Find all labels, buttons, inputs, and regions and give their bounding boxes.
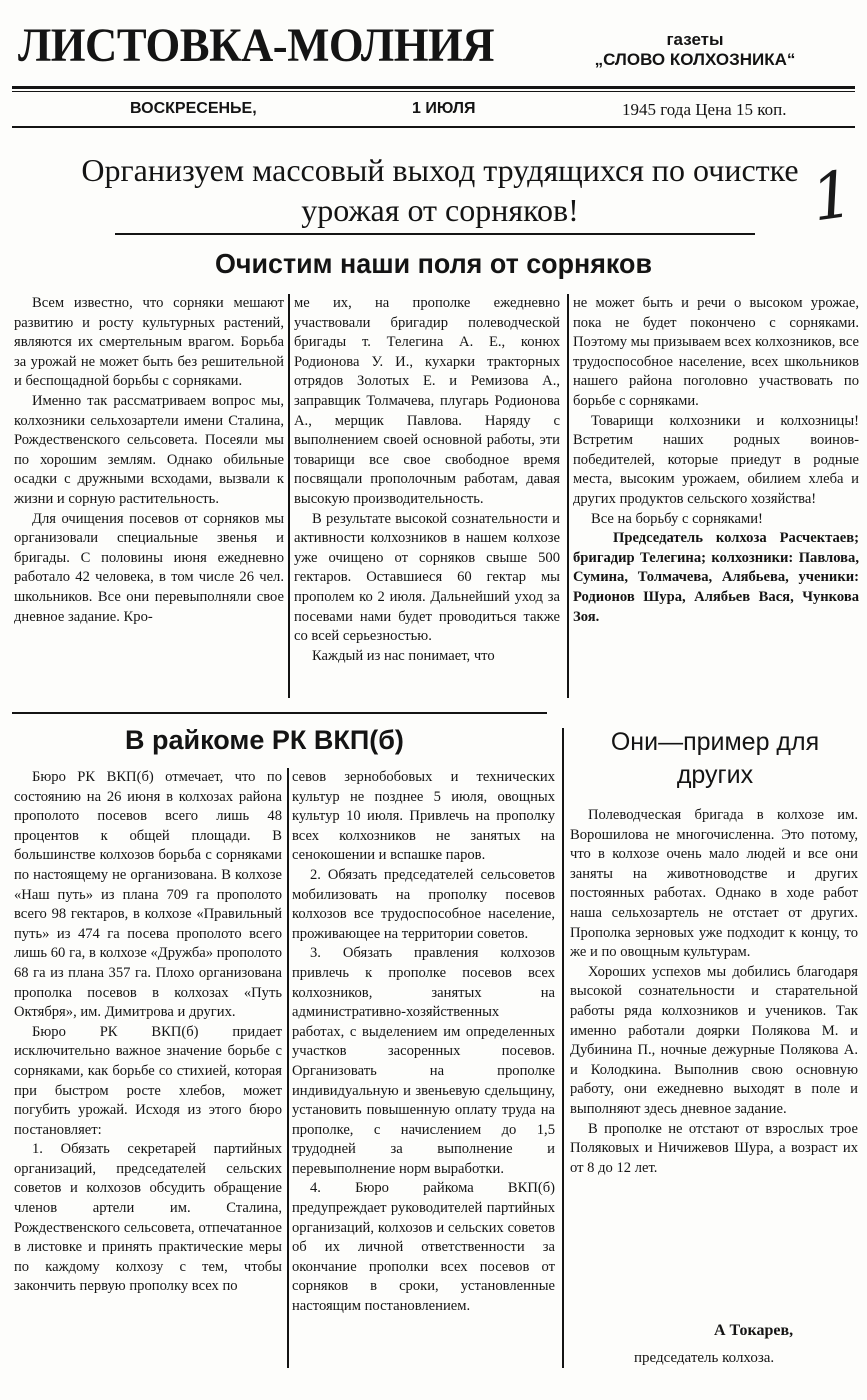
article2-column-2 bbox=[292, 768, 555, 1370]
newspaper-name bbox=[580, 30, 810, 70]
dateline-year-price: 1945 года Цена 15 коп. bbox=[622, 100, 787, 119]
paragraph: севов зернобобовых и технических культур не позднее 5 июля, овощных культур 10 июля. Привлечь на прополку всех колхозников не занятых на сенокошении и вспашке паров. bbox=[292, 769, 555, 864]
paragraph: Полеводческая бригада в колхозе им. Ворошилова не многочисленна. Это потому, что в колхозе очень мало людей и все они заняты на животноводстве и других постоянных работах. Однако в ходе работ наша сельхозартель не отстает от других. Прополка зерновых уже подходит к концу, то же и по овощным культурам. bbox=[570, 807, 858, 961]
article1-column-3 bbox=[573, 294, 859, 708]
dateline-rule bbox=[12, 126, 855, 128]
paragraph: 1. Обязать секретарей партийных организаций, председателей сельских советов и колхозов обсудить обращение членов артели им. Сталина, Рождественского сельсовета, отпечатанное в листовке и принять практические меры по каждому колхозу с тем, чтобы закончить первую прополку всех по bbox=[14, 1141, 282, 1295]
article1-column-2 bbox=[294, 294, 560, 698]
dateline-weekday: ВОСКРЕСЕНЬЕ, bbox=[130, 100, 257, 117]
paragraph: 3. Обязать правления колхозов привлечь к прополке посевов всех колхозников, занятых на административно-хозяйственных работах, с выделением им определенных участков засоренных посевов. Организовать на прополке индивидуальную и звеньевую сдельщину, установить повышенную оплату труда на прополке, с начислением до 1,5 трудодней за выполнение и перевыполнение норм выработки. bbox=[292, 945, 555, 1177]
masthead-rule bbox=[12, 86, 855, 89]
article2-title: В райкоме РК ВКП(б) bbox=[125, 725, 404, 755]
column-divider bbox=[287, 768, 289, 1368]
author-name: А Токарев, bbox=[714, 1322, 794, 1339]
paragraph: Хороших успехов мы добились благодаря высокой сознательности и старательной работы ряда колхозников и учеников. Так именно работали доярки Полякова М. и Дубинина П., ночные дежурные Полякова А. и Колодкина. Выполнив свою основную работу, они ежедневно выходят в поле и выполняют здесь дневное задание. bbox=[570, 963, 858, 1117]
column-divider bbox=[288, 294, 290, 698]
masthead-rule-thin bbox=[12, 91, 855, 92]
dateline-date: 1 ИЮЛЯ bbox=[412, 100, 476, 117]
headline-underline bbox=[115, 233, 755, 235]
paragraph: Именно так рассматриваем вопрос мы, колхозники сельхозартели имени Сталина, Рождественского сельсовета. Посеяли мы по хорошим землям. Однако обильные осадки с дружными всходами, вызвали к жизни и сорную растительность. bbox=[14, 392, 284, 507]
paragraph: В результате высокой сознательности и активности колхозников в нашем колхозе уже очищено от сорняков свыше 500 гектаров. Оставшиеся 60 гектар мы прополем ко 2 июля. Дальнейший уход за посевами нами будет проводиться также со всей серьезностью. bbox=[294, 510, 560, 645]
paragraph: 4. Бюро райкома ВКП(б) предупреждает руководителей партийных организаций, колхозов и сельских советов об их личной ответственности за окончание прополки всех посевов от сорняков в сроки, установленные настоящим постановлением. bbox=[292, 1180, 555, 1315]
paragraph: Все на борьбу с сорняками! bbox=[591, 510, 763, 527]
signatures: Председатель колхоза Расчектаев; бригадир Телегина; колхозники: Павлова, Сумина, Толмачева, Алябьева, ученики: Родионов Шура, Алябьев Вася, Чункова Зоя. bbox=[573, 530, 859, 625]
paragraph: Для очищения посевов от сорняков мы организовали специальные звенья и бригады. С половины июня ежедневно работало 42 человека, в том числе 26 чел. школьников. Все они перевыполняли свое дневное задание. Кро- bbox=[14, 510, 284, 625]
author-title: председатель колхоза. bbox=[634, 1350, 775, 1366]
paragraph: Всем известно, что сорняки мешают развитию и росту культурных растений, являются их смертельным врагом. Борьба за урожай не может быть без решительной и беспощадной борьбы с сорняками. bbox=[14, 295, 284, 390]
article1-column-1 bbox=[14, 294, 284, 698]
paragraph: ме их, на прополке ежедневно участвовали бригадир полеводческой бригады т. Телегина А. Е., конюх Родионова У. И., кухарки тракторных отрядов Золотых Е. и Ремизова А., заправщик Толмачева, плугарь Родионова А., мерщик Павлова. Наряду с выполнением своей основной работы, эти товарищи все свое свободное время посвящали прополочным работам, давая высокую производительность. bbox=[294, 295, 560, 507]
paragraph: Бюро РК ВКП(б) отмечает, что по состоянию на 26 июня в колхозах района прополото посевов всего лишь 48 процентов к общей площади. В большинстве колхозов борьба с сорняками по настоящему не организована. В колхозе «Наш путь» из плана 709 га прополото всего 98 гектаров, в колхозе «Правильный путь» из 474 га посева прополото всего лишь 60 га, в колхозе «Дружба» прополото 68 га из плана 357 га. Плохо организована прополка посевов в колхозах «Путь Октября», им. Димитрова и других. bbox=[14, 769, 282, 1021]
article1-title: Очистим наши поля от сорняков bbox=[215, 248, 652, 279]
article3-title: Они—пример для других bbox=[610, 728, 820, 789]
handwritten-number: 1 bbox=[807, 157, 858, 237]
paragraph: не может быть и речи о высоком урожае, пока не будет покончено с сорняками. Поэтому мы призываем всех колхозников, все трудоспособное население, всех школьников нашего района поголовно участвовать по борьбе с сорняками. bbox=[573, 295, 859, 409]
article3-body bbox=[570, 806, 858, 1326]
paragraph: В прополке не отстают от взрослых трое Поляковых и Ничижевов Шура, а возраст их от 8 до 12 лет. bbox=[570, 1120, 858, 1176]
paragraph: Каждый из нас понимает, что bbox=[312, 647, 495, 664]
masthead-title: ЛИСТОВКА-МОЛНИЯ bbox=[18, 19, 494, 72]
section-rule bbox=[12, 712, 547, 714]
paper-line-2: „СЛОВО КОЛХОЗНИКА“ bbox=[594, 50, 796, 69]
paragraph: Бюро РК ВКП(б) придает исключительно важное значение борьбе с сорняками, как борьбе со стихией, которая при быстром росте хлебов, может погубить урожай. Исходя из этого бюро постановляет: bbox=[14, 1023, 282, 1138]
paragraph: Товарищи колхозники и колхозницы! Встретим наших родных воинов-победителей, которые приедут в родные места, высоким урожаем, обилием хлеба и других продуктов сельского хозяйства! bbox=[573, 412, 859, 507]
article3-border bbox=[562, 728, 564, 1368]
article2-column-1 bbox=[14, 768, 282, 1370]
main-headline: Организуем массовый выход трудящихся по очистке урожая от сорняков! bbox=[81, 152, 799, 228]
paper-line-1: газеты bbox=[666, 30, 724, 49]
column-divider bbox=[567, 294, 569, 698]
paragraph: 2. Обязать председателей сельсоветов мобилизовать на прополку посевов колхозов все трудоспособное население, проживающее на территории советов. bbox=[292, 866, 555, 942]
